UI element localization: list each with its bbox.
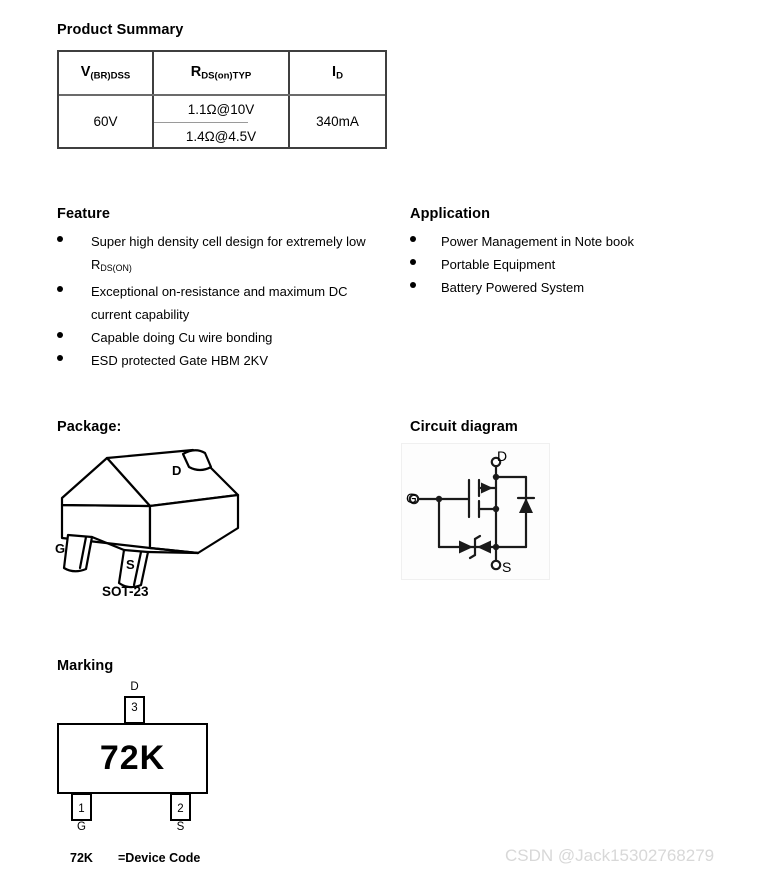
marking-pin-2-label: S	[176, 821, 185, 833]
mosfet-circuit-diagram	[401, 443, 550, 580]
package-label-g: G	[55, 541, 66, 556]
package-name: SOT-23	[102, 584, 149, 599]
watermark: CSDN @Jack15302768279	[505, 846, 715, 865]
list-item	[57, 349, 387, 372]
circuit-terminal-s: S	[502, 559, 512, 575]
feature-text: ESD protected Gate HBM 2KV	[91, 353, 269, 369]
cell-rdson-45v: 1.4Ω@4.5V	[185, 128, 257, 144]
marking-title: Marking	[57, 658, 114, 674]
marking-pin-3-number: 3	[131, 702, 138, 714]
header-vbrdss: $V_{(BR)DSS}$	[80, 64, 131, 82]
circuit-terminal-d: D	[497, 448, 508, 464]
feature-text: Capable doing Cu wire bonding	[91, 330, 273, 346]
header-rdson: $R_{DS(on)TYP}$	[190, 64, 252, 82]
bullet-icon	[410, 259, 416, 265]
bullet-icon	[410, 236, 416, 242]
application-text: Power Management in Note book	[441, 234, 634, 249]
bullet-icon	[57, 332, 63, 338]
marking-pin-2-number: 2	[177, 803, 184, 815]
list-item	[57, 280, 387, 326]
bullet-icon	[57, 286, 63, 292]
product-summary-table	[57, 50, 387, 149]
feature-list	[57, 230, 387, 372]
marking-pin-3-label: D	[130, 681, 139, 693]
marking-pin-1-number: 1	[78, 803, 85, 815]
product-summary-title: Product Summary	[57, 22, 184, 38]
cell-rdson-10v: 1.1Ω@10V	[187, 101, 255, 117]
list-item	[410, 230, 740, 253]
package-title: Package:	[57, 419, 122, 435]
package-label-d: D	[172, 463, 182, 478]
feature-text: Exceptional on-resistance and maximum DC	[91, 284, 348, 300]
package-label-s: S	[126, 557, 135, 572]
bullet-icon	[57, 355, 63, 361]
list-item	[57, 326, 387, 349]
feature-text-sub: RDS(ON)	[91, 257, 132, 274]
application-title: Application	[410, 206, 491, 222]
marking-legend-code: 72K	[70, 851, 93, 865]
application-list	[410, 230, 740, 299]
feature-text: current capability	[91, 307, 190, 323]
cell-vbrdss-value: 60V	[93, 114, 118, 129]
marking-pin-1-label: G	[77, 821, 86, 833]
marking-legend-text: =Device Code	[118, 851, 201, 865]
circuit-title: Circuit diagram	[410, 419, 518, 435]
bullet-icon	[57, 236, 63, 242]
bullet-icon	[410, 282, 416, 288]
application-text: Portable Equipment	[441, 257, 556, 272]
sot23-package-drawing	[50, 440, 260, 605]
marking-device-code: 72K	[99, 739, 166, 777]
list-item	[57, 230, 387, 280]
application-text: Battery Powered System	[441, 280, 585, 295]
feature-title: Feature	[57, 206, 111, 222]
circuit-terminal-g: G	[406, 490, 417, 506]
header-id: $I_D$	[332, 64, 343, 82]
cell-id-value: 340mA	[316, 114, 359, 129]
feature-text: Super high density cell design for extremely low	[91, 234, 366, 249]
list-item	[410, 276, 740, 299]
list-item	[410, 253, 740, 276]
